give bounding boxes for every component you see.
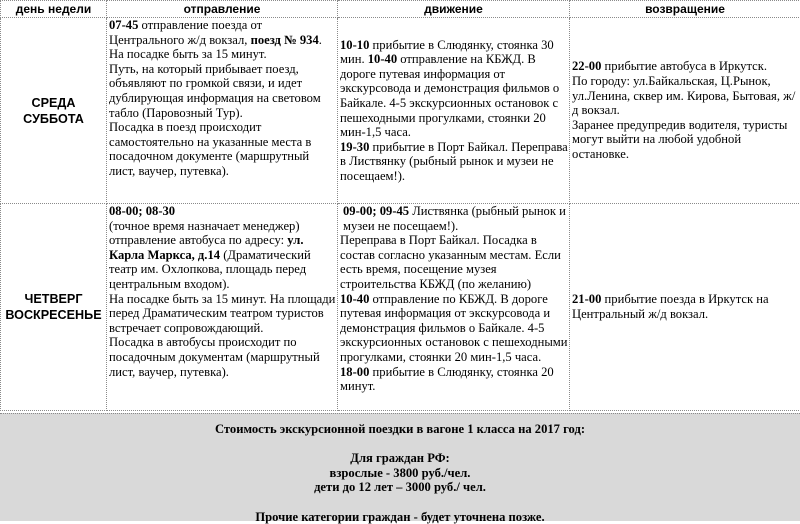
price-heading: Стоимость экскурсионной поездки в вагоне 1 класса на 2017 год: [0,422,800,437]
movement-desc-3: прибытие в Порт Байкал. Переправа в Листвянку (рыбный рынок и музеи не посещаем!). [340,140,568,183]
departure-time: 07-45 [109,18,138,32]
city-stops: По городу: ул.Байкальская, Ц.Рынок, ул.Ленина, сквер им. Кирова, Бытовая, ж/д вокзал. [572,74,799,118]
price-other-categories: Прочие категории граждан - будет уточнена позже. [0,510,800,524]
header-row [1,1,800,18]
train-note: . На посадке быть за 15 минут. [109,33,322,62]
train-number: поезд № 934 [251,33,319,47]
movement-time-2: 10-40 [368,52,397,66]
movement-time-4: 09-00; 09-45 [343,204,409,218]
header-movement: движение [338,1,570,18]
header-day: день недели [1,1,107,18]
day-label-saturday: СУББОТА [1,111,106,127]
movement-listvyanka [340,204,568,233]
return-time: 22-00 [572,59,601,73]
return-cell-wed-sat [570,18,800,204]
boarding-info: Посадка в поезд происходит самостоятельно на указанные места в посадочном документе (маршрутный лист, ваучер, путевка). [109,120,336,178]
movement-desc-5: отправление по КБЖД. В дороге путевая информация от экскурсовода и демонстрация фильмов о Байкале. 4-5 экскурсионных остановок с пешеходными прогулками, стоянки 20 мин-1,5 часа. [340,292,568,364]
movement-cell-thu-sun [338,204,570,411]
bus-address: ул. Карла Маркса, д.14 [109,233,303,262]
return-desc-2: прибытие поезда в Иркутск на Центральный ж/д вокзал. [572,292,769,321]
platform-info: Путь, на который прибывает поезд, объявляют по громкой связи, и идет дублирующая информация на световом табло (Паровозный Тур). [109,62,336,120]
movement-slyudyanka [340,365,568,394]
movement-text [340,38,568,140]
departure-cell-thu-sun [107,204,338,411]
price-citizens-heading: Для граждан РФ: [0,451,800,466]
return-desc: прибытие автобуса в Иркутск. [601,59,767,73]
movement-time-5: 10-40 [340,292,369,306]
movement-desc-6: прибытие в Слюдянку, стоянка 20 минут. [340,365,554,394]
movement-desc-2: отправление на КБЖД. В дороге путевая информация от экскурсовода и демонстрация фильмов о Байкале. 4-5 экскурсионных остановок с пешеходными прогулками, стоянки 20 мин-1,5 часа. [340,52,559,139]
bus-address-note: (Драматический театр им. Охлопкова, площадь перед центральным входом). [109,248,311,291]
movement-desc-4: Листвянка (рыбный рынок и музеи не посещаем!). [343,204,566,233]
departure-text [109,18,336,62]
day-cell-thu-sun [1,204,107,411]
departure-desc: отправление поезда от Центрального ж/д вокзал, [109,18,262,47]
departure-desc-2: (точное время назначает менеджер) отправление автобуса по адресу: [109,219,300,248]
day-cell-wed-sat [1,18,107,204]
stop-note: Заранее предупредив водителя, туристы могут выйти на любой удобной остановке. [572,118,799,162]
schedule-row-thu-sun [1,204,800,411]
header-return: возвращение [570,1,800,18]
movement-ferry: Переправа в Порт Байкал. Посадка в состав согласно указанным местам. Если есть время, посещение музея строительства КБЖД (по желанию) [340,233,568,291]
departure-text-2 [109,219,336,292]
price-adults: взрослые - 3800 руб./чел. [0,466,800,481]
departure-time-2: 08-00; 08-30 [109,204,336,219]
return-text-2 [572,292,799,321]
movement-kbzhd [340,292,568,365]
return-text [572,59,799,74]
movement-desc-1: прибытие в Слюдянку, стоянка 30 мин. [340,38,554,67]
day-label-sunday: ВОСКРЕСЕНЬЕ [1,307,106,323]
return-time-2: 21-00 [572,292,601,306]
movement-time-3: 19-30 [340,140,369,154]
return-cell-thu-sun [570,204,800,411]
schedule-row-wed-sat [1,18,800,204]
day-label-wednesday: СРЕДА [1,95,106,111]
movement-time-6: 18-00 [340,365,369,379]
movement-cell-wed-sat [338,18,570,204]
header-departure: отправление [107,1,338,18]
movement-arrival [340,140,568,184]
day-label-thursday: ЧЕТВЕРГ [1,291,106,307]
movement-time-1: 10-10 [340,38,369,52]
departure-cell-wed-sat [107,18,338,204]
price-children: дети до 12 лет – 3000 руб./ чел. [0,480,800,495]
price-footer [0,413,800,521]
bus-boarding-info: Посадка в автобусы происходит по посадочным документам (маршрутный лист, ваучер, путевка). [109,335,336,379]
meeting-info: На посадке быть за 15 минут. На площади перед Драматическим театром туристов встречает сопровождающий. [109,292,336,336]
